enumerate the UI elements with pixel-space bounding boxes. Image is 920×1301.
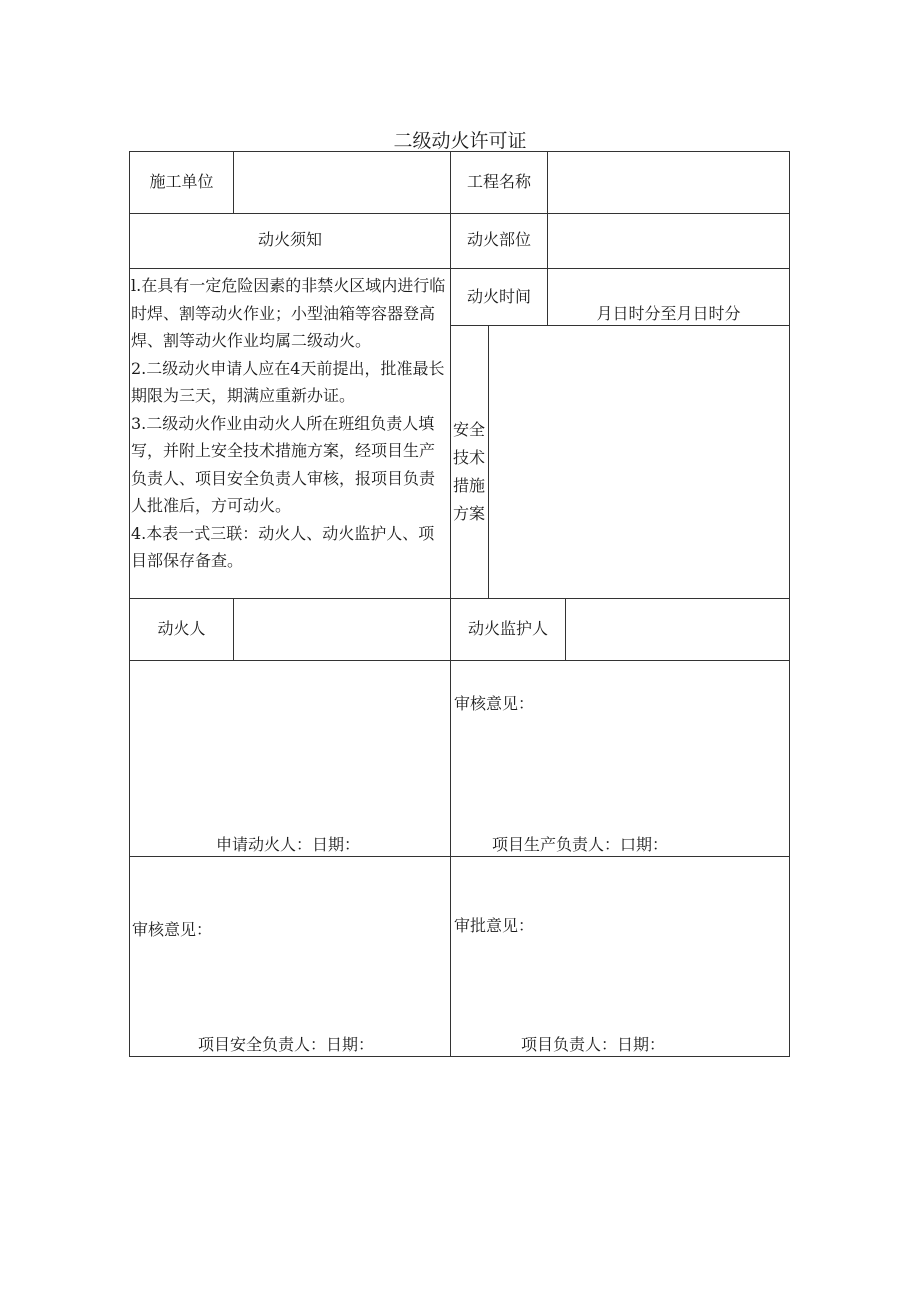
safety-measures-label: 安全 技术 措施 方案 (453, 420, 486, 523)
notice-item: 2.二级动火申请人应在4天前提出，批准最长期限为三天，期满应重新办证。 (131, 358, 445, 405)
fire-location-field[interactable] (548, 214, 789, 268)
applicant-signature: 申请动火人：日期： (216, 835, 361, 854)
project-manager-signature: 项目负责人：日期： (521, 1035, 666, 1054)
operator-label: 动火人 (157, 619, 206, 638)
unit-field[interactable] (234, 152, 450, 213)
review-opinion-label: 审核意见： (454, 694, 535, 713)
supervisor-label: 动火监护人 (467, 619, 548, 638)
notice-heading: 动火须知 (257, 230, 322, 249)
production-manager-signature: 项目生产负责人：口期： (492, 835, 669, 854)
permit-form (129, 151, 790, 1057)
notice-item: 4.本表一式三联：动火人、动火监护人、项目部保存备查。 (131, 523, 435, 570)
supervisor-field[interactable] (566, 599, 789, 660)
fire-time-label: 动火时间 (466, 287, 531, 306)
notice-list (131, 272, 449, 575)
page-title: 二级动火许可证 (393, 130, 527, 152)
rule (130, 660, 789, 661)
unit-label: 施工单位 (149, 172, 214, 191)
safety-manager-signature: 项目安全负责人：日期： (198, 1035, 375, 1054)
rule (130, 856, 789, 857)
safety-measures-field[interactable] (489, 326, 789, 598)
notice-item: l.在具有一定危险因素的非禁火区域内进行临时焊、割等动火作业；小型油箱等容器登高焊、割等动火作业均属二级动火。 (131, 276, 446, 350)
safety-review-opinion-label: 审核意见： (132, 920, 213, 939)
project-name-field[interactable] (548, 152, 789, 213)
rule (130, 268, 789, 269)
fire-location-label: 动火部位 (466, 230, 531, 249)
fire-time-range[interactable]: 月日时分至月日时分 (596, 304, 741, 323)
notice-item: 3.二级动火作业由动火人所在班组负责人填写，并附上安全技术措施方案，经项目生产负责人、项目安全负责人审核，报项目负责人批准后，方可动火。 (131, 413, 436, 515)
project-name-label: 工程名称 (466, 172, 531, 191)
approval-opinion-label: 审批意见： (454, 916, 535, 935)
operator-field[interactable] (234, 599, 450, 660)
